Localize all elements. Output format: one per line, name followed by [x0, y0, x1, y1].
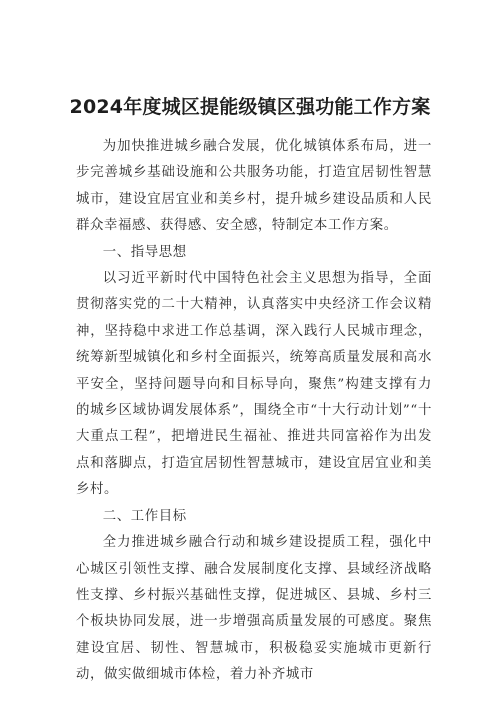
section-heading-guiding-ideology: 一、指导思想: [102, 244, 187, 260]
intro-paragraph: 为加快推进城乡融合发展，优化城镇体系布局，进一步完善城乡基础设施和公共服务功能，打造宜居韧性智慧城市，建设宜居宜业和美乡村，提升城乡建设品质和人民群众幸福感、获得感、安全感，特制定本工作方案。: [76, 139, 432, 234]
document-body: [76, 134, 432, 689]
guiding-ideology-paragraph: 以习近平新时代中国特色社会主义思想为指导，全面贯彻落实党的二十大精神，认真落实中央经济工作会议精神，坚持稳中求进工作总基调，深入践行人民城市理念，统筹新型城镇化和乡村全面振兴，统筹高质量发展和高水平安全，坚持问题导向和目标导向，聚焦”构建支撑有力的城乡区域协调发展体系”，围绕全市“十大行动计划”“十大重点工程”，把增进民生福祉、推进共同富裕作为出发点和落脚点，打造宜居韧性智慧城市，建设宜居宜业和美乡村。: [76, 271, 432, 498]
section-heading-work-goals: 二、工作目标: [102, 508, 187, 524]
work-goals-paragraph: 全力推进城乡融合行动和城乡建设提质工程，强化中心城区引领性支撑、融合发展制度化支撑、县域经济战略性支撑、乡村振兴基础性支撑，促进城区、县城、乡村三个板块协同发展，进一步增强高质量发展的可感度。聚焦建设宜居、韧性、智慧城市，积极稳妥实施城市更新行动，做实做细城市体检，着力补齐城市: [76, 535, 432, 683]
document-title: 2024年度城区提能级镇区强功能工作方案: [69, 96, 431, 118]
